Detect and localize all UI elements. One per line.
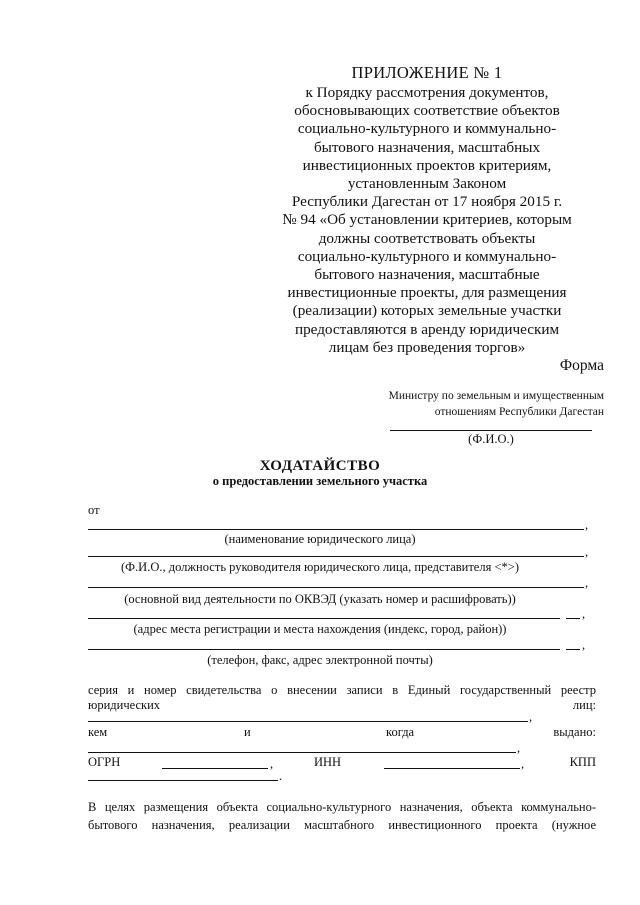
applicant-head-line[interactable] [88, 556, 584, 557]
comma: , [582, 638, 586, 652]
comma: , [270, 757, 274, 771]
appendix-line: инвестиционные проекты, для размещения [287, 284, 567, 302]
addressee-line-1: Министру по земельным и имущественным [388, 390, 604, 402]
appendix-block [262, 62, 592, 357]
caption-address: (адрес места регистрации и места нахождения (индекс, город, район)) [133, 622, 507, 636]
appendix-line: инвестиционных проектов критериям, [302, 156, 552, 174]
appendix-line: социально-культурного и коммунально- [297, 247, 557, 265]
document-subtitle: о предоставлении земельного участка [212, 474, 428, 488]
appendix-line: социально-культурного и коммунально- [297, 120, 557, 138]
caption-contacts: (телефон, факс, адрес электронной почты) [207, 653, 433, 667]
inn-label: ИНН [314, 755, 342, 769]
appendix-line: должны соответствовать объекты [318, 229, 536, 247]
when-label: когда [386, 725, 415, 739]
applicant-name-line[interactable] [88, 529, 584, 530]
purpose-text-line-1: В целях размещения объекта социально-культурного назначения, объекта коммунально- [88, 800, 596, 814]
appendix-line: обосновывающих соответствие объектов [294, 102, 560, 120]
kpp-label: КПП [569, 755, 596, 769]
ogrn-label: ОГРН [88, 755, 121, 769]
appendix-line: (реализации) которых земельные участки [292, 302, 562, 320]
appendix-line: к Порядку рассмотрения документов, [305, 84, 549, 101]
caption-applicant-name: (наименование юридического лица) [224, 532, 416, 546]
address-line[interactable] [88, 618, 560, 619]
appendix-line: № 94 «Об установлении критериев, которым [282, 211, 572, 229]
appendix-line: предоставляются в аренду юридическим [294, 320, 560, 338]
and-label: и [244, 725, 251, 739]
kpp-input-line[interactable] [88, 780, 278, 781]
comma: , [517, 741, 521, 755]
from-label: от [88, 503, 100, 517]
period: . [279, 769, 283, 783]
inn-input-line[interactable] [384, 768, 520, 769]
address-line-end [566, 618, 580, 619]
by-whom-label: кем [88, 725, 108, 739]
caption-okved: (основной вид деятельности по ОКВЭД (указать номер и расшифровать)) [124, 592, 516, 606]
addressee-line-2: отношениям Республики Дагестан [434, 406, 604, 418]
purpose-text-line-2: бытового назначения, реализации масштабного инвестиционного проекта (нужное [88, 818, 596, 832]
appendix-text [262, 84, 592, 357]
registry-text-line-2-end: лиц: [572, 698, 596, 712]
issued-by-line[interactable] [88, 752, 516, 753]
comma: , [582, 607, 586, 621]
document-title: ХОДАТАЙСТВО [259, 458, 381, 474]
comma: , [521, 757, 525, 771]
comma: , [585, 518, 589, 532]
fio-caption: (Ф.И.О.) [468, 432, 514, 446]
appendix-line: установленным Законом [347, 175, 507, 193]
contacts-line-end [566, 649, 580, 650]
okved-line[interactable] [88, 587, 584, 588]
issued-label: выдано: [553, 725, 596, 739]
addressee-block [344, 388, 604, 420]
comma: , [585, 545, 589, 559]
caption-applicant-head: (Ф.И.О., должность руководителя юридического лица, представителя <*>) [121, 560, 519, 574]
appendix-line: бытового назначения, масштабных [313, 138, 541, 156]
registry-text-line-2: юридических [88, 698, 161, 712]
registry-number-line[interactable] [88, 721, 528, 722]
ogrn-input-line[interactable] [162, 768, 268, 769]
appendix-line: бытового назначения, масштабные [314, 266, 540, 284]
appendix-line: лицам без проведения торгов» [328, 338, 526, 356]
comma: , [585, 576, 589, 590]
appendix-line: Республики Дагестан от 17 ноября 2015 г. [291, 193, 563, 211]
form-label: Форма [559, 357, 604, 374]
contacts-line[interactable] [88, 649, 560, 650]
appendix-heading: ПРИЛОЖЕНИЕ № 1 [351, 63, 503, 82]
comma: , [529, 710, 533, 724]
fio-blank-line[interactable] [390, 430, 592, 431]
registry-text-line-1: серия и номер свидетельства о внесении записи в Единый государственный реестр [88, 683, 596, 697]
